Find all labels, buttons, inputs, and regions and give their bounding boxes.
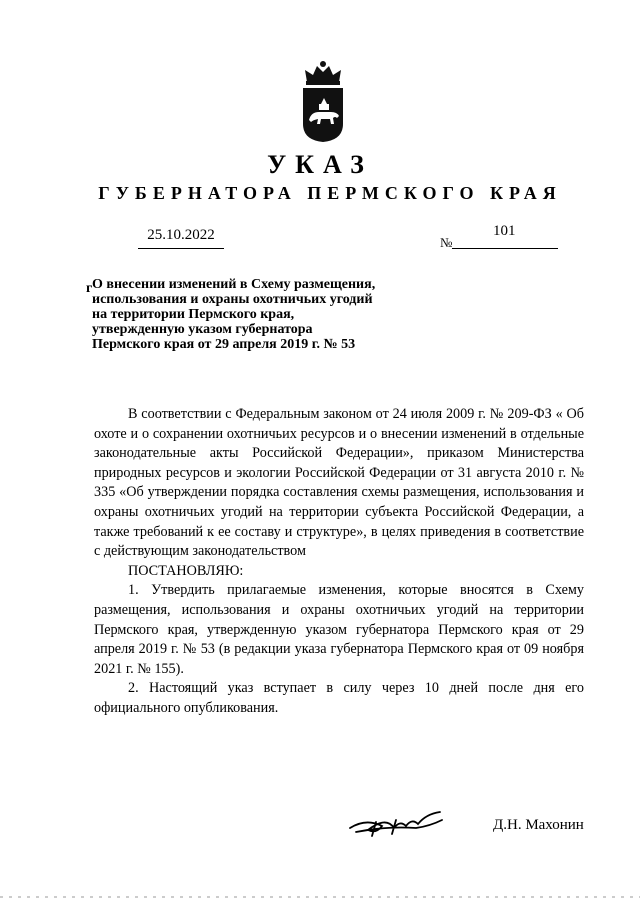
document-title: УКАЗ (267, 150, 373, 179)
handwritten-signature (346, 808, 446, 840)
subject-line: утвержденную указом губернатора (92, 322, 313, 337)
signer-name: Д.Н. Махонин (493, 817, 584, 833)
number-label: № (440, 235, 453, 250)
decree-word: ПОСТАНОВЛЯЮ: (128, 562, 244, 579)
preamble-paragraph: В соответствии с Федеральным законом от 24 июля 2009 г. № 209-ФЗ « Об охоте и о сохранении охотничьих ресурсов и о внесении изменений в отдельные законодательные акты Российской Федерации», приказом Министерства природных ресурсов и экологии Российской Федерации от 31 августа 2010 г. № 335 «Об утверждении порядка составления схемы размещения, использования и охраны охотничьих угодий на территории субъекта Российской Федерации, а также требований к ее составу и структуре», в целях приведения в соответствие с действующим законодательством (94, 406, 584, 560)
document-body (94, 405, 584, 719)
document-subject (92, 277, 432, 352)
subject-line: Пермского края от 29 апреля 2019 г. № 53 (92, 337, 356, 352)
subject-line: на территории Пермского края, (92, 307, 295, 322)
document-subtitle: ГУБЕРНАТОРА ПЕРМСКОГО КРАЯ (98, 183, 562, 203)
corner-mark: г (86, 281, 93, 296)
subject-line: О внесении изменений в Схему размещения, (92, 277, 376, 292)
item-1-paragraph: 1. Утвердить прилагаемые изменения, которые вносятся в Схему размещения, использования и охраны охотничьих угодий на территории Пермского края, утвержденную указом губернатора Пермского края от 29 апреля 2019 г. № 53 (в редакции указа губернатора Пермского края от 09 ноября 2021 г. № 155). (94, 582, 584, 677)
coat-of-arms-emblem (297, 60, 349, 144)
subject-line: использования и охраны охотничьих угодий (92, 292, 373, 307)
page-bottom-edge (0, 896, 640, 898)
number-underline (452, 248, 558, 249)
document-date: 25.10.2022 (138, 227, 224, 249)
item-2-paragraph: 2. Настоящий указ вступает в силу через 10 дней после дня его официального опубликования. (94, 680, 584, 716)
document-number: 101 (493, 223, 516, 239)
